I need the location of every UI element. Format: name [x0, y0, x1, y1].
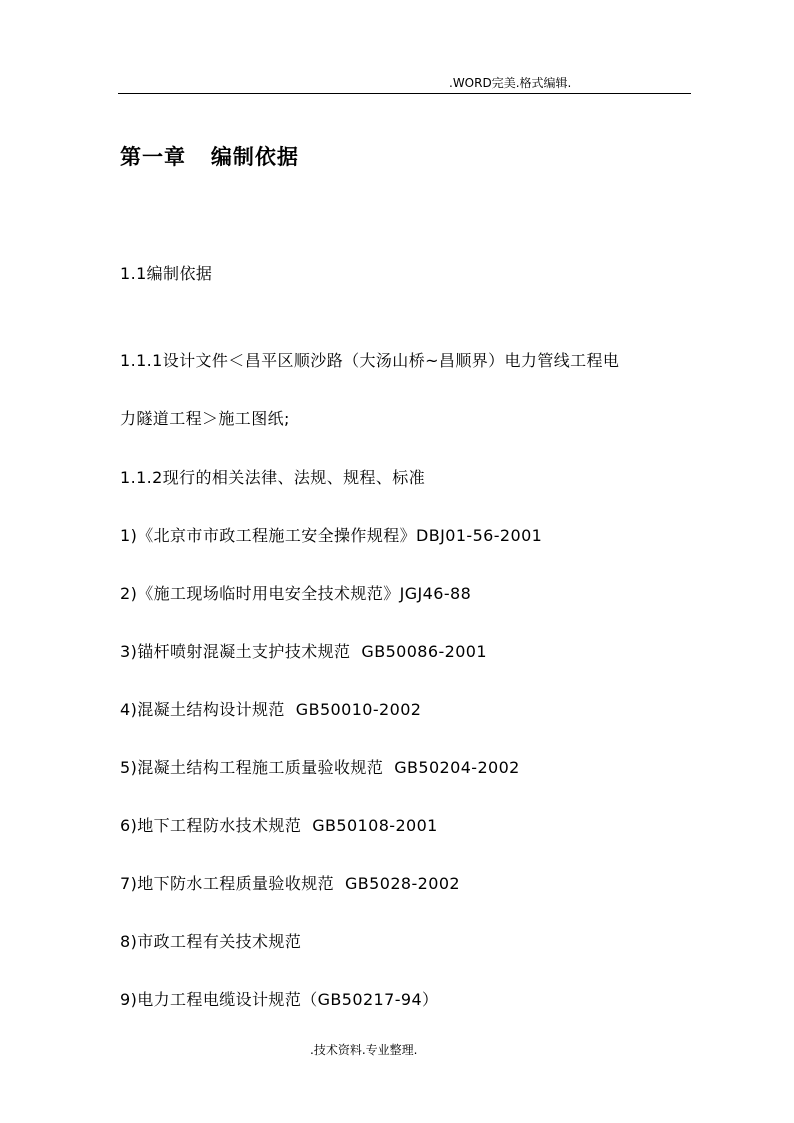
standard-item: 7)地下防水工程质量验收规范 GB5028-2002: [120, 874, 460, 893]
page-footer: .技术资料.专业整理.: [310, 1043, 418, 1057]
page-header: .WORD完美.格式编辑.: [449, 76, 572, 90]
chapter-title: 第一章 编制依据: [120, 144, 299, 169]
standard-item: 3)锚杆喷射混凝土支护技术规范 GB50086-2001: [120, 642, 487, 661]
standard-item: 9)电力工程电缆设计规范（GB50217-94）: [120, 990, 439, 1009]
standard-item: 6)地下工程防水技术规范 GB50108-2001: [120, 816, 438, 835]
standard-item: 8)市政工程有关技术规范: [120, 932, 302, 951]
section-heading: 1.1编制依据: [120, 264, 213, 283]
paragraph-1-1-2: 1.1.2现行的相关法律、法规、规程、标准: [120, 468, 426, 487]
standard-item: 1)《北京市市政工程施工安全操作规程》DBJ01-56-2001: [120, 526, 543, 545]
standard-item: 4)混凝土结构设计规范 GB50010-2002: [120, 700, 422, 719]
standard-item: 5)混凝土结构工程施工质量验收规范 GB50204-2002: [120, 758, 520, 777]
paragraph-1-1-1-line1: 1.1.1设计文件＜昌平区顺沙路（大汤山桥~昌顺界）电力管线工程电: [120, 351, 620, 370]
standard-item: 2)《施工现场临时用电安全技术规范》JGJ46-88: [120, 584, 472, 603]
header-divider: [118, 93, 691, 94]
paragraph-1-1-1-line2: 力隧道工程＞施工图纸;: [120, 409, 290, 428]
